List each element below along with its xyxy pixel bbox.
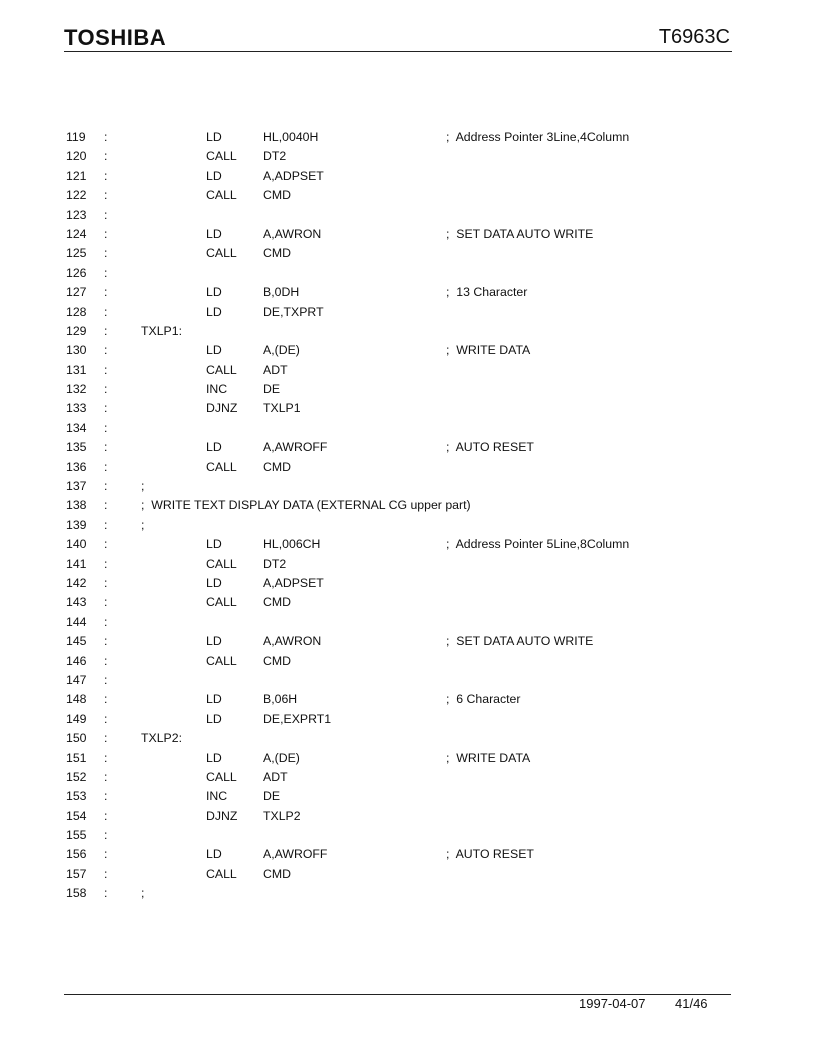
- model-number: T6963C: [658, 26, 730, 48]
- line-number: 149: [66, 711, 87, 726]
- line-separator: :: [104, 304, 108, 319]
- code-line: [66, 865, 726, 884]
- footer-divider: [64, 994, 731, 995]
- line-operand: HL,0040H: [263, 130, 319, 144]
- line-separator: :: [104, 382, 108, 397]
- line-opcode: LD: [206, 343, 222, 358]
- line-opcode: LD: [206, 750, 222, 765]
- line-separator: :: [104, 847, 108, 862]
- line-operand: CMD: [263, 459, 292, 474]
- code-line: [66, 496, 726, 515]
- code-line: [66, 613, 726, 632]
- line-number: 157: [66, 866, 87, 881]
- line-separator: :: [104, 634, 108, 649]
- line-separator: :: [104, 168, 108, 183]
- line-opcode: LD: [206, 440, 222, 455]
- line-number: 156: [66, 847, 87, 862]
- line-opcode: LD: [206, 285, 222, 300]
- code-line: [66, 555, 726, 574]
- line-opcode: INC: [206, 382, 228, 397]
- code-line: [66, 652, 726, 671]
- line-separator: :: [104, 537, 108, 552]
- code-line: [66, 516, 726, 535]
- header-divider: [64, 51, 732, 52]
- line-separator: :: [104, 866, 108, 881]
- line-number: 133: [66, 401, 87, 416]
- code-line: [66, 147, 726, 166]
- code-line: [66, 632, 726, 651]
- page-number: 41/46: [675, 996, 708, 1011]
- line-opcode: DJNZ: [206, 401, 238, 416]
- code-line: [66, 710, 726, 729]
- code-line: [66, 322, 726, 341]
- line-number: 154: [66, 808, 87, 823]
- line-number: 153: [66, 789, 87, 804]
- line-operand: DE: [263, 789, 281, 804]
- line-separator: :: [104, 149, 108, 164]
- line-opcode: CALL: [206, 595, 237, 610]
- line-number: 151: [66, 750, 87, 765]
- code-line: [66, 244, 726, 263]
- line-number: 145: [66, 634, 87, 649]
- line-number: 123: [66, 207, 87, 222]
- line-separator: :: [104, 711, 108, 726]
- line-opcode: LD: [206, 692, 222, 707]
- line-separator: :: [104, 556, 108, 571]
- line-separator: :: [104, 343, 108, 358]
- line-separator: :: [104, 188, 108, 203]
- line-number: 155: [66, 828, 87, 843]
- line-separator: :: [104, 731, 108, 746]
- line-operand: A,ADPSET: [263, 168, 324, 183]
- line-operand: ADT: [263, 769, 288, 784]
- code-line: [66, 749, 726, 768]
- line-number: 130: [66, 343, 87, 358]
- code-line: [66, 729, 726, 748]
- line-operand: TXLP1: [263, 401, 301, 416]
- code-line: [66, 477, 726, 496]
- line-separator: :: [104, 130, 108, 144]
- code-listing: [66, 128, 726, 904]
- line-label: ;: [141, 517, 145, 532]
- line-opcode: LD: [206, 130, 222, 144]
- footer-date: 1997-04-07: [579, 996, 646, 1011]
- line-opcode: LD: [206, 537, 222, 552]
- line-number: 150: [66, 731, 87, 746]
- line-comment: ; Address Pointer 3Line,4Column: [446, 130, 630, 144]
- line-operand: A,AWRON: [263, 226, 322, 241]
- line-separator: :: [104, 226, 108, 241]
- line-separator: :: [104, 459, 108, 474]
- line-separator: :: [104, 440, 108, 455]
- line-operand: A,(DE): [263, 750, 300, 765]
- code-line: [66, 380, 726, 399]
- line-number: 139: [66, 517, 87, 532]
- line-number: 121: [66, 168, 87, 183]
- line-separator: :: [104, 401, 108, 416]
- line-separator: :: [104, 653, 108, 668]
- code-line: [66, 341, 726, 360]
- line-opcode: CALL: [206, 459, 237, 474]
- line-comment: ; SET DATA AUTO WRITE: [446, 634, 594, 649]
- line-label: ;: [141, 886, 145, 901]
- brand-logo: TOSHIBA: [64, 25, 167, 50]
- line-opcode: LD: [206, 168, 222, 183]
- line-comment: ; WRITE DATA: [446, 343, 531, 358]
- line-operand: DT2: [263, 556, 287, 571]
- line-separator: :: [104, 246, 108, 261]
- line-separator: :: [104, 595, 108, 610]
- line-number: 127: [66, 285, 87, 300]
- code-line: [66, 826, 726, 845]
- line-number: 140: [66, 537, 87, 552]
- line-opcode: LD: [206, 634, 222, 649]
- line-operand: A,AWRON: [263, 634, 322, 649]
- line-separator: :: [104, 828, 108, 843]
- code-line: [66, 399, 726, 418]
- line-number: 141: [66, 556, 87, 571]
- line-operand: CMD: [263, 246, 292, 261]
- line-number: 125: [66, 246, 87, 261]
- line-separator: :: [104, 672, 108, 687]
- line-separator: :: [104, 323, 108, 338]
- line-number: 124: [66, 226, 87, 241]
- line-opcode: INC: [206, 789, 228, 804]
- line-operand: DT2: [263, 149, 287, 164]
- line-label: TXLP1:: [141, 323, 183, 338]
- line-number: 146: [66, 653, 87, 668]
- line-operand: HL,006CH: [263, 537, 321, 552]
- line-comment: ; Address Pointer 5Line,8Column: [446, 537, 630, 552]
- line-operand: A,AWROFF: [263, 440, 328, 455]
- line-opcode: LD: [206, 575, 222, 590]
- line-number: 138: [66, 498, 87, 513]
- line-separator: :: [104, 498, 108, 513]
- line-label: TXLP2:: [141, 731, 183, 746]
- line-separator: :: [104, 692, 108, 707]
- line-operand: CMD: [263, 653, 292, 668]
- line-comment: ; SET DATA AUTO WRITE: [446, 226, 594, 241]
- line-operand: CMD: [263, 595, 292, 610]
- code-line: [66, 167, 726, 186]
- line-separator: :: [104, 575, 108, 590]
- line-separator: :: [104, 789, 108, 804]
- code-line: [66, 361, 726, 380]
- line-number: 132: [66, 382, 87, 397]
- code-line: [66, 303, 726, 322]
- code-line: [66, 884, 726, 903]
- line-separator: :: [104, 769, 108, 784]
- line-number: 144: [66, 614, 87, 629]
- line-opcode: CALL: [206, 246, 237, 261]
- line-separator: :: [104, 420, 108, 435]
- line-separator: :: [104, 362, 108, 377]
- line-separator: :: [104, 614, 108, 629]
- line-opcode: CALL: [206, 149, 237, 164]
- line-opcode: LD: [206, 304, 222, 319]
- line-operand: B,06H: [263, 692, 298, 707]
- line-comment: ; 6 Character: [446, 692, 521, 707]
- code-line: [66, 283, 726, 302]
- line-comment: ; AUTO RESET: [446, 847, 534, 862]
- line-number: 147: [66, 672, 87, 687]
- line-separator: :: [104, 285, 108, 300]
- code-line: [66, 807, 726, 826]
- line-operand: DE,EXPRT1: [263, 711, 332, 726]
- line-operand: ADT: [263, 362, 288, 377]
- line-number: 131: [66, 362, 87, 377]
- line-comment: ; AUTO RESET: [446, 440, 534, 455]
- line-opcode: LD: [206, 711, 222, 726]
- line-number: 134: [66, 420, 87, 435]
- line-operand: DE: [263, 382, 281, 397]
- line-opcode: CALL: [206, 362, 237, 377]
- line-number: 143: [66, 595, 87, 610]
- line-comment: ; 13 Character: [446, 285, 528, 300]
- code-line: [66, 264, 726, 283]
- line-number: 158: [66, 886, 87, 901]
- code-line: [66, 128, 726, 147]
- line-opcode: LD: [206, 847, 222, 862]
- code-line: [66, 186, 726, 205]
- line-operand: CMD: [263, 188, 292, 203]
- line-operand: DE,TXPRT: [263, 304, 324, 319]
- line-opcode: DJNZ: [206, 808, 238, 823]
- line-separator: :: [104, 750, 108, 765]
- line-opcode: CALL: [206, 653, 237, 668]
- line-opcode: CALL: [206, 556, 237, 571]
- line-operand: A,AWROFF: [263, 847, 328, 862]
- line-opcode: CALL: [206, 769, 237, 784]
- code-line: [66, 225, 726, 244]
- line-comment: ; WRITE DATA: [446, 750, 531, 765]
- line-label: ; WRITE TEXT DISPLAY DATA (EXTERNAL CG upper part): [141, 498, 471, 513]
- code-line: [66, 845, 726, 864]
- line-separator: :: [104, 207, 108, 222]
- page-header: [64, 25, 732, 53]
- code-line: [66, 671, 726, 690]
- line-operand: B,0DH: [263, 285, 300, 300]
- line-operand: A,ADPSET: [263, 575, 324, 590]
- line-label: ;: [141, 479, 145, 494]
- line-number: 137: [66, 479, 87, 494]
- line-number: 126: [66, 265, 87, 280]
- code-line: [66, 593, 726, 612]
- code-line: [66, 458, 726, 477]
- line-number: 142: [66, 575, 87, 590]
- line-separator: :: [104, 265, 108, 280]
- line-number: 128: [66, 304, 87, 319]
- code-line: [66, 690, 726, 709]
- code-line: [66, 787, 726, 806]
- line-opcode: LD: [206, 226, 222, 241]
- line-number: 136: [66, 459, 87, 474]
- code-line: [66, 535, 726, 554]
- line-separator: :: [104, 479, 108, 494]
- line-operand: TXLP2: [263, 808, 301, 823]
- code-line: [66, 438, 726, 457]
- line-number: 152: [66, 769, 87, 784]
- line-number: 119: [66, 130, 86, 144]
- line-number: 122: [66, 188, 87, 203]
- line-operand: A,(DE): [263, 343, 300, 358]
- line-number: 129: [66, 323, 87, 338]
- line-separator: :: [104, 517, 108, 532]
- code-line: [66, 206, 726, 225]
- line-number: 120: [66, 149, 87, 164]
- line-number: 148: [66, 692, 87, 707]
- line-number: 135: [66, 440, 87, 455]
- line-operand: CMD: [263, 866, 292, 881]
- code-line: [66, 768, 726, 787]
- line-opcode: CALL: [206, 188, 237, 203]
- line-separator: :: [104, 886, 108, 901]
- code-line: [66, 574, 726, 593]
- line-opcode: CALL: [206, 866, 237, 881]
- line-separator: :: [104, 808, 108, 823]
- code-line: [66, 419, 726, 438]
